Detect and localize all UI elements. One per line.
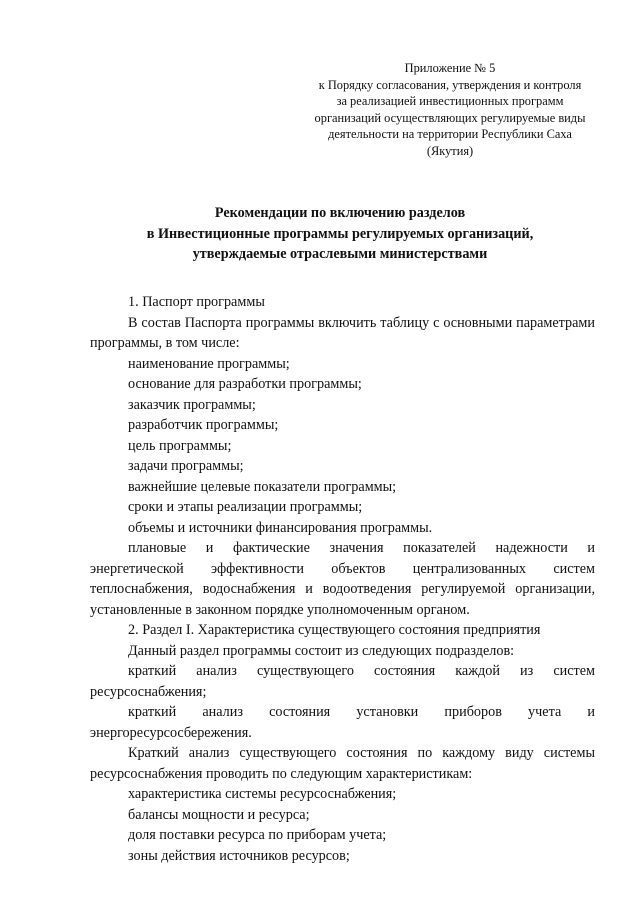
list-item: балансы мощности и ресурса; (128, 806, 310, 823)
title-line: утверждаемые отраслевыми министерствами (192, 246, 488, 262)
section2-sub2: краткий анализ состояния установки приборов учета и энергоресурсосбережения. (90, 704, 595, 741)
appendix-line: организаций осуществляющих регулируемые виды (314, 110, 586, 125)
appendix-line: к Порядку согласования, утверждения и контроля (318, 77, 582, 92)
section2-intro: Данный раздел программы состоит из следующих подразделов: (128, 642, 515, 659)
section2-sub1: краткий анализ существующего состояния каждой из систем ресурсоснабжения; (90, 663, 595, 700)
appendix-header (300, 60, 600, 160)
title-line: в Инвестиционные программы регулируемых организаций, (146, 225, 534, 242)
list-item: объемы и источники финансирования программы. (128, 519, 433, 536)
section2-heading: 2. Раздел I. Характеристика существующего состояния предприятия (128, 622, 541, 638)
appendix-line: (Якутия) (426, 143, 474, 158)
appendix-line: за реализацией инвестиционных программ (336, 94, 564, 109)
list-item: задачи программы; (128, 458, 244, 474)
list-item: заказчик программы; (128, 396, 256, 413)
list-item: доля поставки ресурса по приборам учета; (128, 827, 387, 843)
appendix-line: деятельности на территории Республики Саха (328, 127, 572, 142)
section1-indicators: плановые и фактические значения показателей надежности и энергетической эффективности объектов централизованных систем теплоснабжения, водоснабжения и водоотведения регулируемой организации, установленные в законном порядке уполномоченным органом. (90, 540, 595, 618)
appendix-line: Приложение № 5 (404, 61, 496, 75)
list-item: сроки и этапы реализации программы; (128, 499, 363, 515)
document-body (90, 292, 595, 866)
list-item: важнейшие целевые показатели программы; (128, 478, 397, 495)
list-item: зоны действия источников ресурсов; (128, 847, 350, 864)
list-item: наименование программы; (128, 355, 290, 372)
section2-analysis-intro: Краткий анализ существующего состояния по каждому виду системы ресурсоснабжения проводить по следующим характеристикам: (90, 745, 595, 782)
list-item: цель программы; (128, 437, 232, 454)
section1-heading: 1. Паспорт программы (128, 294, 265, 310)
list-item: основание для разработки программы; (128, 376, 362, 392)
title-line: Рекомендации по включению разделов (214, 205, 466, 221)
list-item: разработчик программы; (128, 417, 279, 433)
section1-intro: В состав Паспорта программы включить таблицу с основными параметрами программы, в том числе: (90, 314, 595, 351)
list-item: характеристика системы ресурсоснабжения; (128, 786, 397, 802)
document-title (90, 203, 590, 265)
